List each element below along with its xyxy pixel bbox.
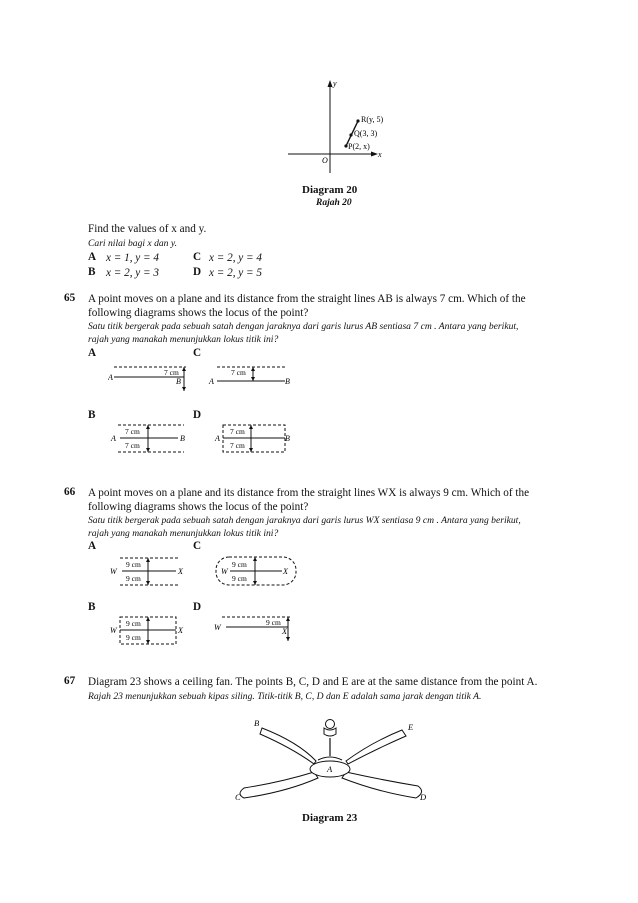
q64-prompt-my: Cari nilai bagi x dan y. xyxy=(88,238,178,249)
q65-option-a-letter[interactable]: A xyxy=(88,347,97,359)
q66a-w-label: W xyxy=(110,567,117,576)
origin-label: O xyxy=(322,156,328,165)
q64-option-c-text: x = 2, y = 4 xyxy=(209,252,262,264)
q65a-dist-label: 7 cm xyxy=(164,368,179,377)
diagram-23-caption: Diagram 23 xyxy=(302,812,358,824)
q66c-dist-label-bottom: 9 cm xyxy=(232,574,247,583)
q65-option-d-diagram[interactable] xyxy=(213,422,295,456)
q64-prompt-en: Find the values of x and y. xyxy=(88,223,207,235)
q66-text-my-1: Satu titik bergerak pada sebuah satah dengan jaraknya dari garis lurus WX sentiasa 9 cm . Antara yang berikut, xyxy=(88,515,521,526)
q66a-x-label: X xyxy=(178,567,183,576)
fan-b-label: B xyxy=(254,718,260,728)
q66-option-a-letter[interactable]: A xyxy=(88,540,97,552)
q66d-dist-label: 9 cm xyxy=(266,618,281,627)
q66d-w-label: W xyxy=(214,623,221,632)
fan-a-label: A xyxy=(327,764,333,774)
q65-option-c-diagram[interactable] xyxy=(207,364,293,390)
q65d-a-label: A xyxy=(215,434,220,443)
q66b-dist-label-top: 9 cm xyxy=(126,619,141,628)
q65-option-b-diagram[interactable] xyxy=(108,422,190,456)
q66-option-b-letter[interactable]: B xyxy=(88,601,96,613)
q65d-dist-label-top: 7 cm xyxy=(230,427,245,436)
q66-option-b-diagram[interactable] xyxy=(108,614,190,648)
point-q-label: Q(3, 3) xyxy=(354,129,378,138)
fan-c-label: C xyxy=(235,792,241,802)
q65-text-en-2: following diagrams shows the locus of the point? xyxy=(88,307,309,319)
diagram-20-caption: Diagram 20 xyxy=(302,184,358,196)
q66-option-a-diagram[interactable] xyxy=(108,555,190,589)
q65b-dist-label-bottom: 7 cm xyxy=(125,441,140,450)
q66d-x-label: X xyxy=(282,627,287,636)
q65b-a-label: A xyxy=(111,434,116,443)
q64-option-b-letter[interactable]: B xyxy=(88,266,96,278)
q67-text-my-1: Rajah 23 menunjukkan sebuah kipas siling. Titik-titik B, C, D dan E adalah sama jarak dengan titik A. xyxy=(88,691,482,702)
q65c-a-label: A xyxy=(209,377,214,386)
q65a-b-label: B xyxy=(176,377,181,386)
q66-text-my-2: rajah yang manakah menunjukkan lokus titik ini? xyxy=(88,528,279,539)
y-axis-label: y xyxy=(333,79,337,88)
q66-text-en-1: A point moves on a plane and its distance from the straight lines WX is always 9 cm. Which of the xyxy=(88,487,530,499)
q66a-dist-label-top: 9 cm xyxy=(126,560,141,569)
fan-e-label: E xyxy=(408,722,414,732)
q64-option-d-letter[interactable]: D xyxy=(193,266,202,278)
q65-option-d-letter[interactable]: D xyxy=(193,409,202,421)
q65-number: 65 xyxy=(64,292,76,304)
q65-text-my-1: Satu titik bergerak pada sebuah satah dengan jaraknya dari garis lurus AB sentiasa 7 cm . Antara yang berikut, xyxy=(88,321,519,332)
q66b-w-label: W xyxy=(110,626,117,635)
q65-text-en-1: A point moves on a plane and its distance from the straight lines AB is always 7 cm. Which of the xyxy=(88,293,526,305)
q66c-x-label: X xyxy=(283,567,288,576)
q65a-a-label: A xyxy=(108,373,113,382)
q65b-dist-label-top: 7 cm xyxy=(125,427,140,436)
point-p-label: P(2, x) xyxy=(348,142,370,151)
q65-text-my-2: rajah yang manakah menunjukkan lokus titik ini? xyxy=(88,334,279,345)
q66-option-c-diagram[interactable] xyxy=(212,554,302,590)
q64-option-a-letter[interactable]: A xyxy=(88,251,97,263)
q65-option-c-letter[interactable]: C xyxy=(193,347,202,359)
q66b-x-label: X xyxy=(178,626,183,635)
x-axis-label: x xyxy=(378,150,382,159)
q65c-dist-label: 7 cm xyxy=(231,368,246,377)
q66-option-d-letter[interactable]: D xyxy=(193,601,202,613)
diagram-20 xyxy=(280,76,400,176)
q66c-dist-label-top: 9 cm xyxy=(232,560,247,569)
q66-number: 66 xyxy=(64,486,76,498)
ceiling-fan-diagram xyxy=(232,716,432,802)
q64-option-c-letter[interactable]: C xyxy=(193,251,202,263)
q64-option-a-text: x = 1, y = 4 xyxy=(106,252,159,264)
q66-option-c-letter[interactable]: C xyxy=(193,540,202,552)
q65b-b-label: B xyxy=(180,434,185,443)
q65-option-a-diagram[interactable] xyxy=(108,364,190,394)
q66-text-en-2: following diagrams shows the locus of the point? xyxy=(88,501,309,513)
point-r-label: R(y, 5) xyxy=(361,115,384,124)
q67-text-en-1: Diagram 23 shows a ceiling fan. The points B, C, D and E are at the same distance from the point A. xyxy=(88,676,538,688)
q64-option-b-text: x = 2, y = 3 xyxy=(106,267,159,279)
q66a-dist-label-bottom: 9 cm xyxy=(126,574,141,583)
q64-option-d-text: x = 2, y = 5 xyxy=(209,267,262,279)
q65d-b-label: B xyxy=(285,434,290,443)
q65c-b-label: B xyxy=(285,377,290,386)
q66-option-d-diagram[interactable] xyxy=(212,614,296,644)
q67-number: 67 xyxy=(64,675,76,687)
q66c-w-label: W xyxy=(221,567,228,576)
q65d-dist-label-bottom: 7 cm xyxy=(230,441,245,450)
diagram-20-caption-my: Rajah 20 xyxy=(316,198,352,208)
fan-d-label: D xyxy=(420,792,427,802)
q65-option-b-letter[interactable]: B xyxy=(88,409,96,421)
q66b-dist-label-bottom: 9 cm xyxy=(126,633,141,642)
